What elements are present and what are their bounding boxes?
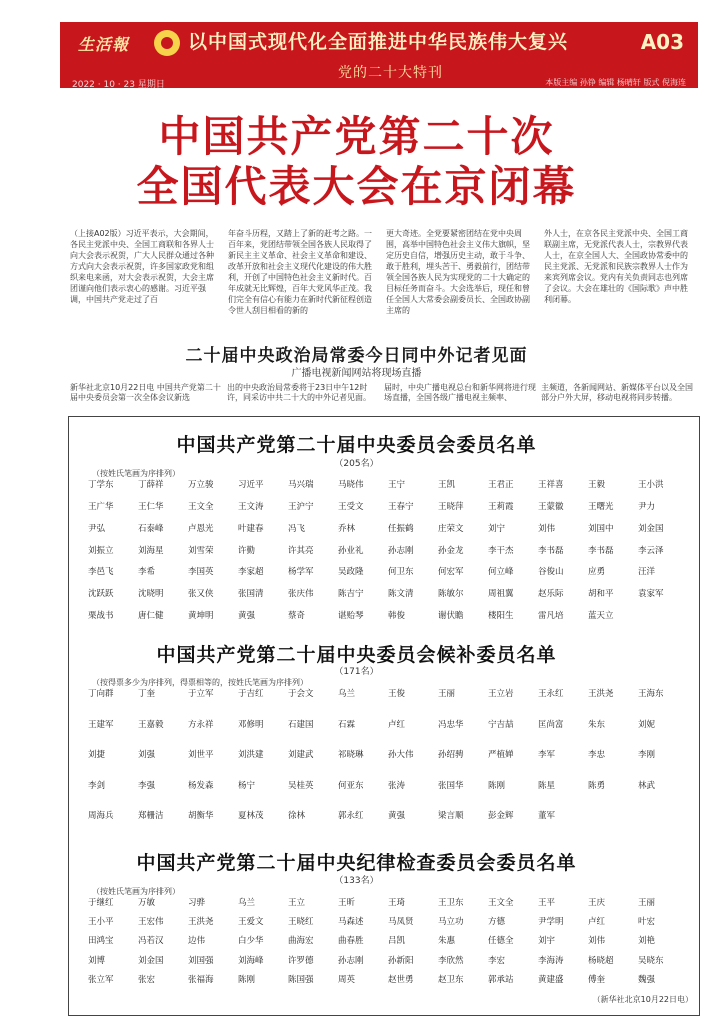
name-entry: 李欣然: [438, 955, 464, 966]
name-entry: 王宁: [388, 480, 406, 490]
name-entry: 卢红: [588, 917, 606, 928]
discipline-count: （133名）: [334, 876, 379, 886]
name-entry: 刘宁: [488, 523, 506, 534]
name-entry: 丁薛祥: [138, 480, 164, 490]
name-entry: 雷凡培: [538, 611, 564, 622]
name-entry: 乌兰: [238, 898, 256, 908]
name-entry: 孙业礼: [338, 545, 364, 556]
name-entry: 陈文清: [388, 589, 414, 600]
name-entry: 杨宁: [238, 780, 256, 791]
name-entry: 叶建春: [238, 523, 264, 534]
name-entry: 许勤: [238, 545, 256, 556]
discipline-title: 中国共产党第二十届中央纪律检查委员会委员名单: [136, 852, 577, 874]
name-entry: 李邑飞: [88, 567, 114, 578]
name-entry: 邓修明: [238, 719, 264, 730]
name-entry: 谢伏瞻: [438, 611, 464, 622]
name-entry: 韩俊: [388, 611, 406, 622]
members-note: （按姓氏笔画为序排列）: [92, 469, 180, 478]
name-entry: 王宏伟: [138, 917, 164, 928]
name-entry: 刘强: [138, 750, 156, 761]
name-entry: 王文全: [188, 501, 214, 512]
name-entry: 方德: [488, 917, 506, 928]
name-entry: 白少华: [238, 936, 264, 947]
name-entry: 于吉红: [238, 689, 264, 699]
name-entry: 王平: [538, 898, 556, 908]
name-entry: 郭承站: [488, 974, 514, 985]
name-entry: 许其亮: [288, 545, 314, 556]
name-entry: 夏林茂: [238, 811, 264, 822]
name-entry: 丁奎: [138, 689, 156, 699]
name-entry: 李书磊: [588, 545, 614, 556]
name-entry: 严植婵: [488, 750, 514, 761]
name-entry: 于继红: [88, 898, 114, 908]
name-entry: 彭金辉: [488, 811, 514, 822]
name-entry: 孙志刚: [338, 955, 364, 966]
name-entry: 孙绍骋: [438, 750, 464, 761]
page-number: A03: [640, 30, 684, 54]
name-entry: 宁吉喆: [488, 719, 514, 730]
name-entry: 方永祥: [188, 719, 214, 730]
name-entry: 何宏军: [438, 567, 464, 578]
name-entry: 马森述: [338, 917, 364, 928]
name-entry: 马立功: [438, 917, 464, 928]
name-entry: 刘海星: [138, 545, 164, 556]
name-entry: 郭永红: [338, 811, 364, 822]
name-entry: 李国英: [188, 567, 214, 578]
name-entry: 万敏: [138, 898, 156, 908]
name-entry: 刘艳: [638, 936, 656, 947]
name-entry: 王晓红: [288, 917, 314, 928]
name-entry: 梁言顺: [438, 811, 464, 822]
name-entry: 吴桂英: [288, 780, 314, 791]
name-entry: 袁家军: [638, 589, 664, 600]
main-title-line1: 中国共产党第二十次: [158, 112, 555, 161]
name-entry: 王莉霞: [488, 501, 514, 512]
name-entry: 赵世勇: [388, 974, 414, 985]
editor-credits: 本版主编 孙铮 编辑 杨晴轩 版式 倪海连: [545, 78, 686, 87]
name-entry: 陈吉宁: [338, 589, 364, 600]
name-entry: 习近平: [238, 480, 264, 490]
name-entry: 陈敏尔: [438, 589, 464, 600]
name-entry: 杨学军: [288, 567, 314, 578]
name-entry: 田鸿宝: [88, 936, 114, 947]
name-entry: 祁晓琳: [338, 750, 364, 761]
name-entry: 王曙光: [588, 501, 614, 512]
name-entry: 汪洋: [638, 567, 656, 578]
name-entry: 刘捷: [88, 750, 106, 761]
name-entry: 张立军: [88, 974, 114, 985]
name-entry: 王庆: [588, 898, 606, 908]
name-entry: 石泰峰: [138, 523, 164, 534]
name-entry: 胡和平: [588, 589, 614, 600]
party-emblem-icon: [154, 30, 180, 56]
name-entry: 杨发森: [188, 780, 214, 791]
masthead-band: [60, 22, 698, 88]
name-entry: 尹力: [638, 501, 656, 512]
name-entry: 杨晓超: [588, 955, 614, 966]
name-entry: 许罗德: [288, 955, 314, 966]
name-entry: 孙志刚: [388, 545, 414, 556]
name-entry: 石霖: [338, 719, 356, 730]
name-entry: 石建国: [288, 719, 314, 730]
name-entry: 林武: [638, 780, 656, 791]
name-entry: 王嘉毅: [138, 719, 164, 730]
name-entry: 乔林: [338, 523, 356, 534]
name-entry: 李强: [138, 780, 156, 791]
name-entry: 王晓萍: [438, 501, 464, 512]
brand-logo: 生活報: [78, 35, 130, 54]
name-entry: 李剑: [88, 780, 106, 791]
masthead-headline: 以中国式现代化全面推进中华民族伟大复兴: [188, 31, 569, 53]
name-entry: 于会文: [288, 689, 314, 699]
name-entry: 王卫东: [438, 898, 464, 908]
name-entry: 马晓伟: [338, 480, 364, 490]
name-entry: 刘世平: [188, 750, 214, 761]
name-entry: 吕凯: [388, 936, 406, 947]
name-entry: 李干杰: [488, 545, 514, 556]
press-headline: 二十届中央政治局常委今日同中外记者见面: [185, 346, 528, 366]
name-entry: 边伟: [188, 936, 206, 947]
name-entry: 黄坤明: [188, 611, 214, 622]
press-column-2: 出的中央政治局常委将于23日中午12时许，同采访中共二十大的中外记者见面。: [227, 383, 371, 402]
name-entry: 冯若汉: [138, 936, 164, 947]
name-entry: 谷俊山: [538, 567, 564, 578]
lead-column-1: （上接A02版）习近平表示，大会期间，各民主党派中央、全国工商联和各界人士向大会表示祝贺，广大人民群众通过各种方式向大会表示祝贺，许多国家政党和组织来电来函，对大会表示祝贺，大会主席团谨向他们表示衷心的感谢。习近平强调，中国共产党走过了百: [70, 229, 214, 304]
name-entry: 孙大伟: [388, 750, 414, 761]
name-entry: 孙新阳: [388, 955, 414, 966]
name-entry: 周祖翼: [488, 589, 514, 600]
name-entry: 王仁华: [138, 501, 164, 512]
name-entry: 王祥喜: [538, 480, 564, 490]
name-entry: 朱东: [588, 719, 606, 730]
name-entry: 王沪宁: [288, 501, 314, 512]
name-entry: 王小平: [88, 917, 114, 928]
main-title-line2: 全国代表大会在京闭幕: [136, 162, 577, 211]
name-entry: 王受文: [338, 501, 364, 512]
name-entry: 应勇: [588, 567, 606, 578]
alternates-name-grid: [88, 689, 688, 842]
name-entry: 李家超: [238, 567, 264, 578]
name-entry: 王毅: [588, 480, 606, 490]
name-entry: 王洪尧: [588, 689, 614, 699]
members-name-grid: [88, 480, 688, 633]
name-entry: 乌兰: [338, 689, 356, 699]
name-entry: 魏强: [638, 974, 656, 985]
name-entry: 张福海: [188, 974, 214, 985]
name-entry: 刘金国: [138, 955, 164, 966]
name-entry: 马兴瑞: [288, 480, 314, 490]
name-entry: 吴晓东: [638, 955, 664, 966]
name-entry: 王建军: [88, 719, 114, 730]
lead-column-4: 外人士，在京各民主党派中央、全国工商联副主席，无党派代表人士，宗教界代表人士，在京全国人大、全国政协常委中的民主党派、无党派和民族宗教界人士作为来宾列席会议。党内有关负责同志也列席了会议。大会在雄壮的《国际歌》声中胜利闭幕。: [544, 229, 688, 304]
discipline-name-grid: [88, 898, 688, 994]
name-entry: 刘伟: [588, 936, 606, 947]
name-entry: 王昕: [338, 898, 356, 908]
name-entry: 陈刚: [488, 780, 506, 791]
issue-date: 2022 · 10 · 23 星期日: [72, 80, 165, 90]
name-entry: 刘伟: [538, 523, 556, 534]
name-entry: 周英: [338, 974, 356, 985]
name-entry: 王文涛: [238, 501, 264, 512]
name-entry: 庄荣文: [438, 523, 464, 534]
name-entry: 张国华: [438, 780, 464, 791]
press-column-1: 新华社北京10月22日电 中国共产党第二十届中央委员会第一次全体会议新选: [70, 383, 221, 402]
name-entry: 栗战书: [88, 611, 114, 622]
name-entry: 谌贻琴: [338, 611, 364, 622]
name-entry: 王俊: [388, 689, 406, 699]
name-entry: 曲春胜: [338, 936, 364, 947]
name-entry: 李忠: [588, 750, 606, 761]
name-entry: 王蒙徽: [538, 501, 564, 512]
press-column-3: 届时，中央广播电视总台和新华网将进行现场直播，全国各级广播电视主频率、: [384, 383, 536, 402]
name-entry: 王小洪: [638, 480, 664, 490]
name-entry: 刘海峰: [238, 955, 264, 966]
alternates-title: 中国共产党第二十届中央委员会候补委员名单: [156, 644, 557, 666]
name-entry: 董军: [538, 811, 556, 822]
name-entry: 王凯: [438, 480, 456, 490]
name-entry: 沈晓明: [138, 589, 164, 600]
alternates-note: （按得票多少为序排列，得票相等的，按姓氏笔画为序排列）: [92, 678, 308, 687]
name-entry: 张国清: [238, 589, 264, 600]
name-entry: 于立军: [188, 689, 214, 699]
name-entry: 郑栅洁: [138, 811, 164, 822]
name-entry: 习骅: [188, 898, 206, 908]
name-entry: 卢恩光: [188, 523, 214, 534]
lead-column-3: 更大奇迹。全党要紧密团结在党中央周围，高举中国特色社会主义伟大旗帜，坚定历史自信，增强历史主动，敢于斗争、敢于胜利，埋头苦干、勇毅前行，团结带领全国各族人民为实现党的二十大确定的目标任务而奋斗。大会选举后，现任和曾任全国人大常委会副委员长、全国政协副主席的: [386, 229, 530, 315]
name-entry: 王海东: [638, 689, 664, 699]
name-entry: 沈跃跃: [88, 589, 114, 600]
name-entry: 刘妮: [638, 719, 656, 730]
name-entry: 刘国中: [588, 523, 614, 534]
name-entry: 王琦: [388, 898, 406, 908]
special-edition-label: 党的二十大特刊: [338, 65, 443, 81]
name-entry: 李宏: [488, 955, 506, 966]
name-entry: 李希: [138, 567, 156, 578]
name-entry: 黄强: [238, 611, 256, 622]
lead-column-2: 年奋斗历程，又踏上了新的赶考之路。一百年来，党团结带领全国各族人民取得了新民主主义革命、社会主义革命和建设、改革开放和社会主义现代化建设的伟大胜利，开创了中国特色社会主义新时代。百年成就无比辉煌，百年大党风华正茂。我们完全有信心有能力在新时代新征程创造令世人刮目相看的新的: [228, 229, 372, 315]
name-entry: 任振鹤: [388, 523, 414, 534]
name-entry: 冯忠华: [438, 719, 464, 730]
name-entry: 王立: [288, 898, 306, 908]
name-entry: 黄强: [388, 811, 406, 822]
name-entry: 朱惠: [438, 936, 456, 947]
name-entry: 孙金龙: [438, 545, 464, 556]
name-entry: 王文全: [488, 898, 514, 908]
name-entry: 李云泽: [638, 545, 664, 556]
name-entry: 蔡奇: [288, 611, 306, 622]
name-entry: 李海涛: [538, 955, 564, 966]
name-entry: 王丽: [638, 898, 656, 908]
name-entry: 赵卫东: [438, 974, 464, 985]
name-entry: 刘振立: [88, 545, 114, 556]
members-title: 中国共产党第二十届中央委员会委员名单: [176, 434, 537, 456]
name-entry: 蓝天立: [588, 611, 614, 622]
name-entry: 刘宇: [538, 936, 556, 947]
name-entry: 刘国强: [188, 955, 214, 966]
name-entry: 王丽: [438, 689, 456, 699]
name-entry: 周海兵: [88, 811, 114, 822]
name-entry: 刘雪荣: [188, 545, 214, 556]
name-entry: 王爱文: [238, 917, 264, 928]
name-entry: 张又侠: [188, 589, 214, 600]
name-entry: 王君正: [488, 480, 514, 490]
name-entry: 陈星: [538, 780, 556, 791]
name-entry: 何立峰: [488, 567, 514, 578]
name-entry: 张涛: [388, 780, 406, 791]
name-entry: 刘博: [88, 955, 106, 966]
name-entry: 刘洪建: [238, 750, 264, 761]
name-entry: 傅奎: [588, 974, 606, 985]
name-entry: 任德全: [488, 936, 514, 947]
name-entry: 楼阳生: [488, 611, 514, 622]
name-entry: 冯飞: [288, 523, 306, 534]
lead-article: [70, 228, 694, 315]
name-entry: 叶宏: [638, 917, 656, 928]
name-entry: 陈刚: [238, 974, 256, 985]
name-entry: 丁学东: [88, 480, 114, 490]
name-entry: 匡尚富: [538, 719, 564, 730]
name-entry: 李军: [538, 750, 556, 761]
name-entry: 赵乐际: [538, 589, 564, 600]
name-entry: 王立岩: [488, 689, 514, 699]
dateline: （新华社北京10月22日电）: [592, 995, 693, 1004]
press-article: [70, 383, 694, 403]
name-entry: 王春宁: [388, 501, 414, 512]
name-entry: 马凤贤: [388, 917, 414, 928]
name-entry: 尹学明: [538, 917, 564, 928]
name-entry: 李书磊: [538, 545, 564, 556]
name-entry: 刘建武: [288, 750, 314, 761]
name-entry: 王洪尧: [188, 917, 214, 928]
name-entry: 张庆伟: [288, 589, 314, 600]
name-entry: 李刚: [638, 750, 656, 761]
name-entry: 张宏: [138, 974, 156, 985]
members-count: （205名）: [334, 459, 379, 469]
alternates-count: （171名）: [334, 667, 379, 677]
discipline-note: （按姓氏笔画为序排列）: [92, 887, 180, 896]
name-entry: 徐林: [288, 811, 306, 822]
name-entry: 何亚东: [338, 780, 364, 791]
name-entry: 吴政隆: [338, 567, 364, 578]
name-entry: 尹弘: [88, 523, 106, 534]
name-entry: 刘金国: [638, 523, 664, 534]
name-entry: 曲海宏: [288, 936, 314, 947]
press-subheadline: 广播电视新闻网站将现场直播: [291, 368, 422, 379]
name-entry: 王永红: [538, 689, 564, 699]
press-column-4: 主频道，各新闻网站、新媒体平台以及全国部分户外大屏，移动电视将同步转播。: [541, 383, 693, 402]
name-entry: 陈国强: [288, 974, 314, 985]
name-entry: 胡衡华: [188, 811, 214, 822]
name-entry: 卢红: [388, 719, 406, 730]
name-entry: 陈勇: [588, 780, 606, 791]
name-entry: 万立骏: [188, 480, 214, 490]
name-entry: 王广华: [88, 501, 114, 512]
name-entry: 丁向群: [88, 689, 114, 699]
name-entry: 黄建盛: [538, 974, 564, 985]
name-entry: 唐仁健: [138, 611, 164, 622]
name-entry: 何卫东: [388, 567, 414, 578]
